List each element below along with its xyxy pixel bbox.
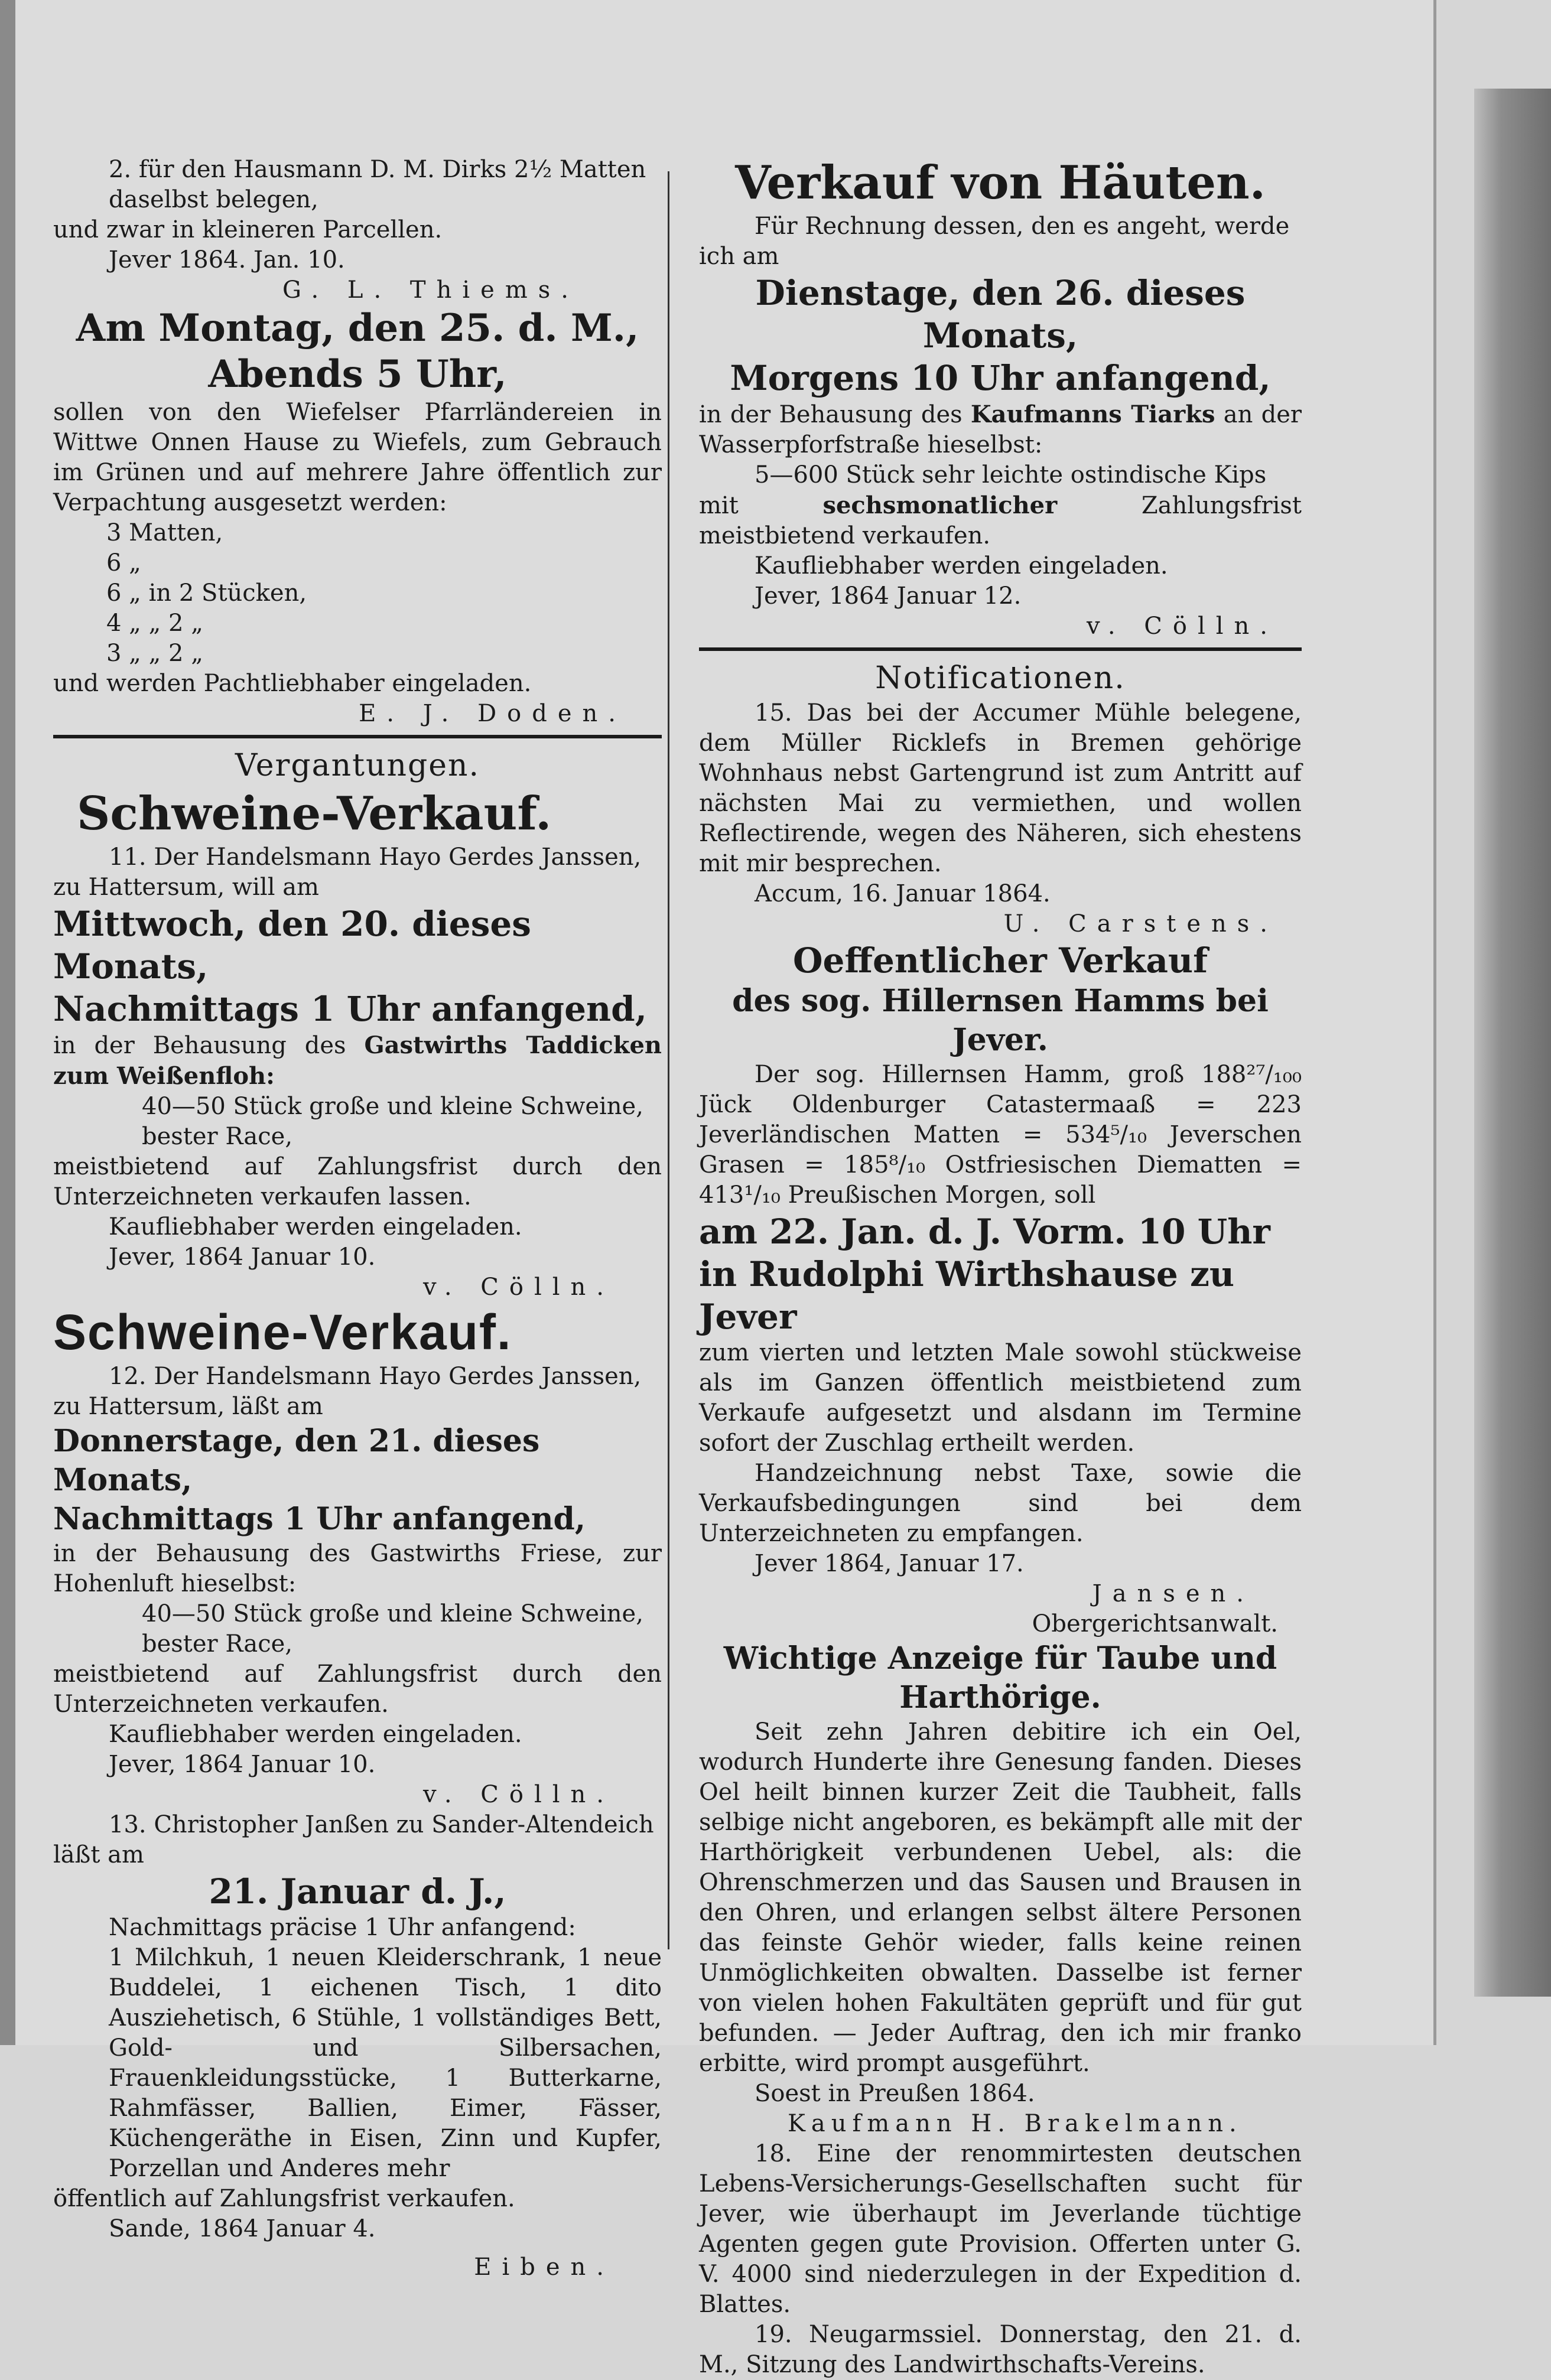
terms-text: Zahlungsfrist meistbietend verkaufen. [699, 492, 1302, 549]
ad-time: Nachmittags präcise 1 Uhr anfangend: [109, 1914, 576, 1941]
book-spine [0, 0, 15, 2045]
ad-signature: Kaufmann H. Brakelmann. [788, 2110, 1243, 2137]
lot-item: 3 Matten, [106, 519, 223, 546]
ad-headline: in Rudolphi Wirthshause zu Jever [699, 1254, 1235, 1337]
ad-signature: Eiben. [474, 2254, 614, 2281]
ad-date: Sande, 1864 Januar 4. [109, 2215, 376, 2242]
ad-invite: Kaufliebhaber werden eingeladen. [755, 552, 1168, 579]
ad-title: Schweine-Verkauf. [77, 787, 552, 841]
ad-schweine-2 [53, 1303, 662, 1810]
ad-docs: Handzeichnung nebst Taxe, sowie die Verkaufsbedingungen sind bei dem Unterzeichneten zu empfangen. [699, 1460, 1302, 1547]
ad-headline: am 22. Jan. d. J. Vorm. 10 Uhr [699, 1212, 1270, 1252]
ad-verein [699, 2320, 1302, 2380]
ad-terms: meistbietend auf Zahlungsfrist durch den Unterzeichneten verkaufen. [53, 1661, 662, 1718]
ad-body: 19. Neugarmssiel. Donnerstag, den 21. d. M., Sitzung des Landwirthschafts-Vereins. [699, 2321, 1302, 2378]
ad-taube [699, 1639, 1302, 2139]
ad-hillernsen [699, 939, 1302, 1639]
ad-date: Accum, 16. Januar 1864. [755, 880, 1051, 907]
ad-date: Jever 1864. Jan. 10. [109, 246, 345, 274]
ad-goods: 40—50 Stück große und kleine Schweine, bester Race, [142, 1600, 643, 1658]
ad-intro: 11. Der Handelsmann Hayo Gerdes Janssen, zu Hattersum, will am [53, 844, 642, 901]
ad-headline: Nachmittags 1 Uhr anfangend, [53, 1501, 586, 1537]
ad-headline: 21. Januar d. J., [209, 1871, 506, 1912]
ad-date: Jever 1864, Januar 17. [755, 1550, 1024, 1577]
ad-accum [699, 698, 1302, 939]
section-rule [53, 735, 662, 738]
ad-headline: Morgens 10 Uhr anfangend, [730, 358, 1271, 398]
ad-intro: läßt am [53, 1841, 144, 1868]
ad-signature: v. Cölln. [1086, 613, 1278, 640]
ad-versicherung [699, 2139, 1302, 2320]
ad-place [53, 1030, 662, 1092]
lot-list [106, 518, 662, 669]
ad-signature-title: Obergerichtsanwalt. [1032, 1610, 1278, 1637]
lot-item: 6 „ in 2 Stücken, [106, 579, 307, 607]
left-column [53, 155, 662, 2283]
column-divider [668, 171, 669, 1949]
ad-headline: Mittwoch, den 20. dieses Monats, [53, 904, 531, 986]
lot-item: 4 „ „ 2 „ [106, 610, 203, 637]
ad-signature: E. J. Doden. [359, 700, 626, 727]
ad-place: in der Behausung des Gastwirths Friese, zur Hohenluft hieselbst: [53, 1540, 662, 1597]
ad-janssen [53, 1810, 662, 2283]
ad-headline: Am Montag, den 25. d. M., [76, 306, 639, 350]
ad-invite: Kaufliebhaber werden eingeladen. [109, 1213, 522, 1241]
ad-signature: U. Carstens. [1003, 910, 1278, 937]
ad-body: 18. Eine der renommirtesten deutschen Lebens-Versicherungs-Gesellschaften sucht für Jever, wie überhaupt im Jeverlande tüchtige Agenten gegen gute Provision. Offerten unter G. V. 4000 sind niederzulegen in der Expedition d. Blattes. [699, 2140, 1302, 2318]
ad-body: Der sog. Hillernsen Hamm, groß 188²⁷/₁₀₀ Jück Oldenburger Catastermaaß = 223 Jeverländischen Matten = 534⁵/₁₀ Jeverschen Grasen = 185⁸/₁₀ Ostfriesischen Diematten = 413¹/₁₀ Preußischen Morgen, soll [699, 1061, 1302, 1209]
ad-goods: 5—600 Stück sehr leichte ostindische Kips [755, 461, 1267, 489]
page-stack-edge [1474, 89, 1551, 1997]
ad-terms [699, 490, 1302, 551]
ad-date: Jever, 1864 Januar 10. [109, 1751, 376, 1778]
ad-title: Verkauf von Häuten. [735, 156, 1266, 210]
ad-title: Oeffentlicher Verkauf [792, 940, 1208, 981]
terms-highlight: sechsmonatlicher [822, 491, 1058, 519]
right-column [699, 155, 1302, 2380]
ad-place: Soest in Preußen 1864. [755, 2080, 1035, 2107]
ad-signature: v. Cölln. [422, 1781, 614, 1808]
lot-item: 6 „ [106, 549, 141, 577]
ad-intro: 13. Christopher Janßen zu Sander-Altendeich [109, 1811, 654, 1838]
ad-body: Seit zehn Jahren debitire ich ein Oel, wodurch Hunderte ihre Genesung fanden. Dieses Oel heilt binnen kurzer Zeit die Taubheit, falls selbige nicht angeboren, es bekämpft alle mit der Harthörigkeit verbundenen Uebel, als: die Ohrenschmerzen und das Sausen und Brausen in den Ohren, und erlangen selbst ältere Personen das feinste Gehör wieder, falls keine reinen Unmöglichkeiten obwalten. Dasselbe ist ferner von vielen hohen Fakultäten geprüft und für gut befunden. — Jeder Auftrag, den ich mir franko erbitte, wird prompt ausgeführt. [699, 1718, 1302, 2077]
place-text: an der Wasserpforfstraße hieselbst: [699, 401, 1302, 458]
ad-body: sollen von den Wiefelser Pfarrländereien in Wittwe Onnen Hause zu Wiefels, zum Gebrauch im Grünen und auf mehrere Jahre öffentlich zur Verpachtung ausgesetzt werden: [53, 399, 662, 516]
ad-wiefels [53, 305, 662, 729]
newspaper-page [15, 0, 1436, 2378]
ad-title: Harthörige. [899, 1679, 1101, 1715]
ad-terms: meistbietend auf Zahlungsfrist durch den Unterzeichneten verkaufen lassen. [53, 1153, 662, 1210]
ad-title: Schweine-Verkauf. [53, 1304, 512, 1360]
ad-intro: Für Rechnung dessen, den es angeht, werde ich am [699, 213, 1290, 270]
ad-title: Wichtige Anzeige für Taube und [723, 1640, 1277, 1676]
ad-subtitle: des sog. Hillernsen Hamms bei Jever. [732, 983, 1269, 1058]
ad-terms: zum vierten und letzten Male sowohl stückweise als im Ganzen öffentlich meistbietend zum Verkaufe aufgesetzt und alsdann im Termine sofort der Zuschlag ertheilt werden. [699, 1339, 1302, 1457]
ad-date: Jever, 1864 Januar 12. [755, 582, 1022, 610]
ad-place [699, 399, 1302, 460]
ad-haeute [699, 155, 1302, 642]
lot-item: 3 „ „ 2 „ [106, 640, 203, 667]
place-name: Gastwirths Taddicken zum Weißenfloh: [53, 1031, 662, 1090]
section-rule [699, 647, 1302, 651]
ad-signature: G. L. Thiems. [282, 276, 579, 304]
ad-schweine-1 [53, 786, 662, 1303]
ad-line: 2. für den Hausmann D. M. Dirks 2½ Matten [109, 156, 646, 183]
section-heading: Vergantungen. [235, 748, 480, 783]
ad-headline: Nachmittags 1 Uhr anfangend, [53, 989, 647, 1029]
ad-signature: v. Cölln. [422, 1274, 614, 1301]
place-text: in der Behausung des [53, 1032, 365, 1059]
ad-invite: Kaufliebhaber werden eingeladen. [109, 1721, 522, 1748]
place-text: in der Behausung des [699, 401, 971, 428]
ad-date: Jever, 1864 Januar 10. [109, 1243, 376, 1271]
ad-dirks [53, 155, 662, 305]
ad-intro: 12. Der Handelsmann Hayo Gerdes Janssen, zu Hattersum, läßt am [53, 1363, 642, 1420]
ad-line: und werden Pachtliebhaber eingeladen. [53, 670, 532, 697]
ad-body: 15. Das bei der Accumer Mühle belegene, dem Müller Ricklefs in Bremen gehörige Wohnhaus nebst Gartengrund ist zum Antritt auf nächsten Mai zu vermiethen, und wollen Reflectirende, wegen des Näheren, sich ehestens mit mir besprechen. [699, 699, 1302, 877]
ad-terms: öffentlich auf Zahlungsfrist verkaufen. [53, 2185, 515, 2212]
ad-goods: 40—50 Stück große und kleine Schweine, bester Race, [142, 1093, 643, 1150]
place-name: Kaufmanns Tiarks [970, 401, 1215, 428]
ad-headline: Dienstage, den 26. dieses Monats, [755, 273, 1246, 356]
section-heading: Notificationen. [875, 660, 1126, 696]
ad-line: daselbst belegen, [109, 186, 318, 213]
terms-text: mit [699, 492, 823, 519]
ad-goods: 1 Milchkuh, 1 neuen Kleiderschrank, 1 neue Buddelei, 1 eichenen Tisch, 1 dito Ausziehetisch, 6 Stühle, 1 vollständiges Bett, Gold- und Silbersachen, Frauenkleidungsstücke, 1 Butterkarne, Rahmfässer, Ballien, Eimer, Fässer, Küchengeräthe in Eisen, Zinn und Kupfer, Porzellan und Anderes mehr [109, 1944, 662, 2182]
ad-headline: Abends 5 Uhr, [208, 352, 507, 396]
ad-headline: Donnerstage, den 21. dieses Monats, [53, 1423, 540, 1498]
ad-signature: Jansen. [1092, 1580, 1254, 1607]
ad-line: und zwar in kleineren Parcellen. [53, 216, 443, 243]
